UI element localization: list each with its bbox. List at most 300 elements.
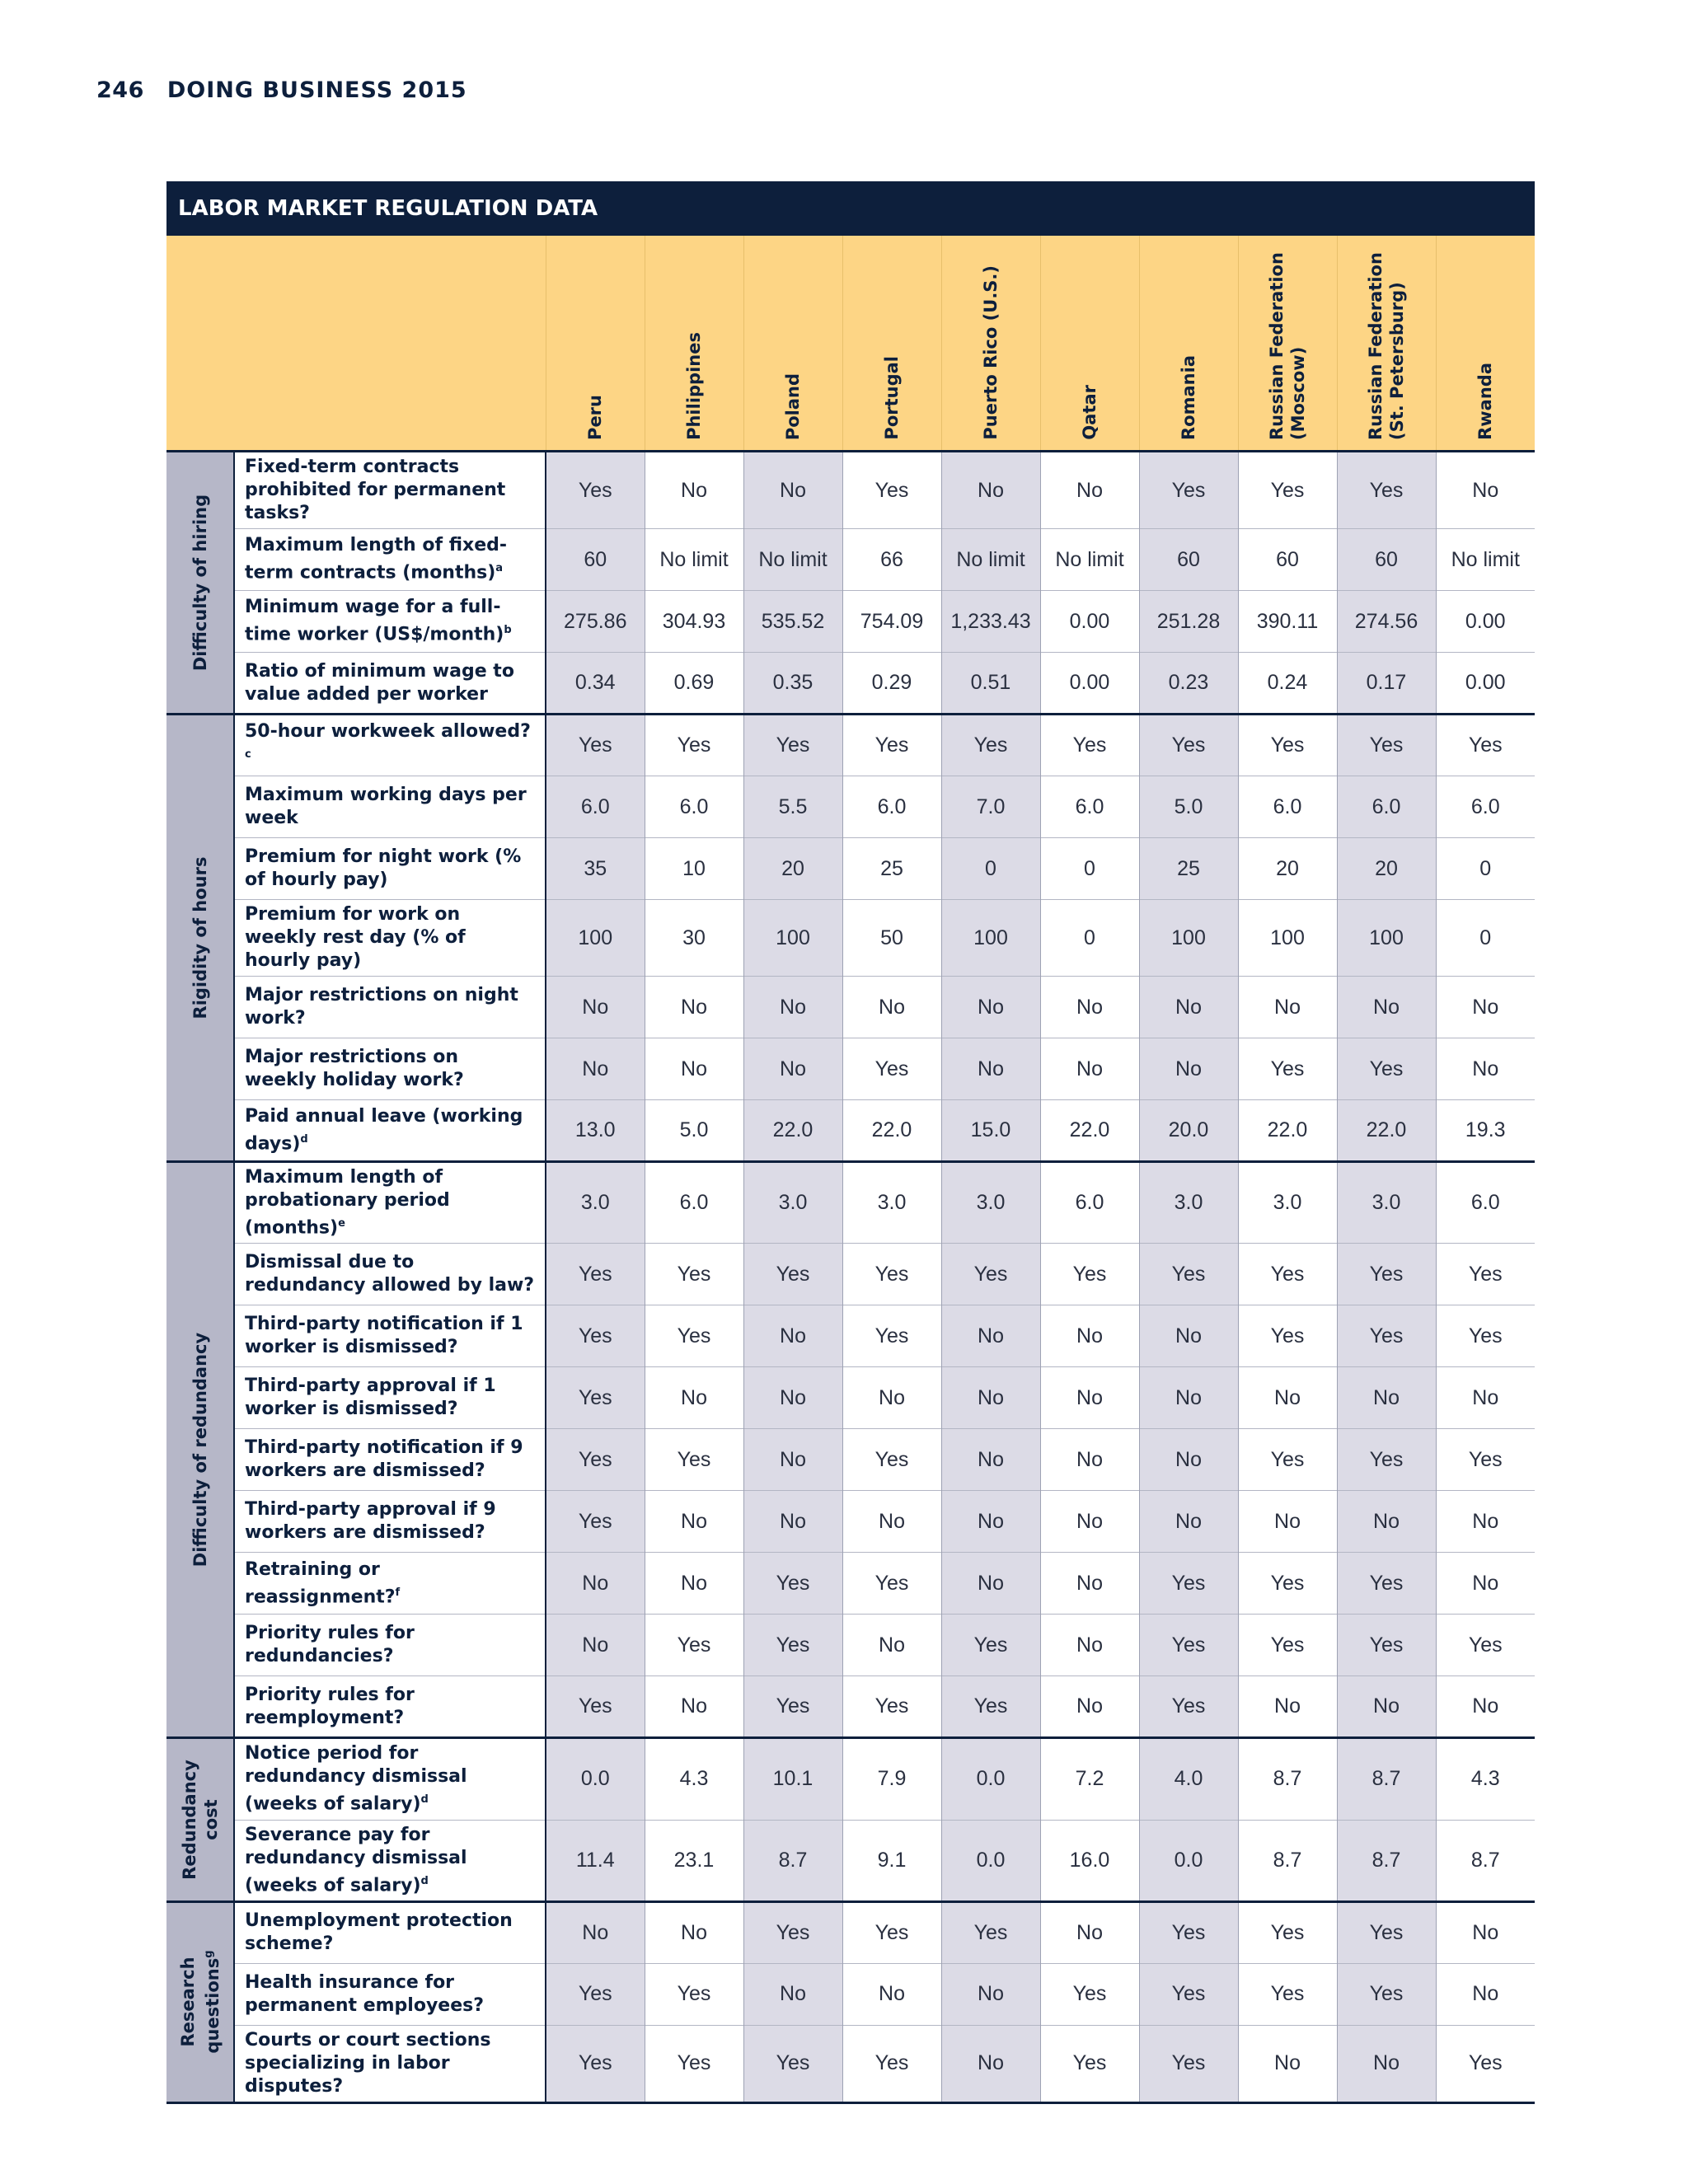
table-row — [166, 1305, 1535, 1367]
value-cell: 25 — [1139, 838, 1238, 900]
country-name: Qatar — [1080, 385, 1100, 440]
value-cell: 0.00 — [1040, 653, 1139, 715]
value-cell: Yes — [1139, 1963, 1238, 2025]
row-label-text: Maximum length of probationary period (months) — [245, 1167, 450, 1239]
value-cell: 754.09 — [842, 591, 941, 653]
row-label — [234, 1038, 546, 1100]
country-name: Portugal — [882, 356, 902, 440]
row-label — [234, 1367, 546, 1429]
value-cell: No — [842, 1491, 941, 1553]
value-cell: Yes — [1238, 452, 1337, 529]
value-cell: 0 — [1040, 900, 1139, 977]
country-name: Russian Federation (Moscow) — [1267, 252, 1308, 440]
value-cell: Yes — [743, 1901, 842, 1963]
value-cell: 100 — [1139, 900, 1238, 977]
table-row — [166, 529, 1535, 591]
value-cell: 6.0 — [546, 776, 645, 838]
country-name: Puerto Rico (U.S.) — [981, 265, 1001, 440]
value-cell: 535.52 — [743, 591, 842, 653]
value-cell: 6.0 — [1436, 1162, 1535, 1244]
value-cell: Yes — [546, 452, 645, 529]
value-cell: No — [743, 452, 842, 529]
value-cell: No limit — [1040, 529, 1139, 591]
value-cell: Yes — [842, 1305, 941, 1367]
value-cell: 3.0 — [842, 1162, 941, 1244]
value-cell: No — [1139, 1305, 1238, 1367]
row-label-text: Third-party notification if 9 workers are dismissed? — [245, 1437, 523, 1482]
table-row — [166, 452, 1535, 529]
value-cell: Yes — [546, 1676, 645, 1738]
value-cell: No limit — [1436, 529, 1535, 591]
value-cell: 35 — [546, 838, 645, 900]
value-cell: 60 — [1337, 529, 1436, 591]
value-cell: No — [1436, 1367, 1535, 1429]
table-row — [166, 1963, 1535, 2025]
value-cell: No — [941, 1429, 1040, 1491]
value-cell: Yes — [1337, 715, 1436, 776]
value-cell: Yes — [1238, 1901, 1337, 1963]
section-group-cell — [166, 1901, 234, 2102]
value-cell: No — [1040, 1367, 1139, 1429]
value-cell: No — [1040, 1901, 1139, 1963]
section-name: Research questions$^g$ — [177, 1950, 223, 2055]
section-name: Redundancy cost — [179, 1760, 221, 1880]
value-cell: Yes — [1238, 1615, 1337, 1676]
table-row — [166, 1738, 1535, 1820]
value-cell: No — [1436, 1553, 1535, 1615]
footnote-marker: b — [504, 624, 512, 637]
value-cell: 20 — [1238, 838, 1337, 900]
value-cell: Yes — [1040, 2025, 1139, 2102]
value-cell: No — [1139, 1429, 1238, 1491]
row-label — [234, 1100, 546, 1162]
value-cell: No — [842, 1963, 941, 2025]
value-cell: 100 — [1337, 900, 1436, 977]
value-cell: 0 — [1436, 900, 1535, 977]
value-cell: 100 — [743, 900, 842, 977]
table-row — [166, 1038, 1535, 1100]
country-name: Peru — [585, 395, 605, 440]
value-cell: Yes — [842, 715, 941, 776]
country-name: Philippines — [684, 332, 704, 440]
value-cell: Yes — [546, 715, 645, 776]
value-cell: Yes — [546, 2025, 645, 2102]
value-cell: 22.0 — [842, 1100, 941, 1162]
footnote-marker: a — [495, 562, 504, 575]
labor-market-table-container — [166, 181, 1535, 2104]
table-row — [166, 776, 1535, 838]
value-cell: No — [1139, 1038, 1238, 1100]
value-cell: 274.56 — [1337, 591, 1436, 653]
table-row — [166, 1491, 1535, 1553]
value-cell: 8.7 — [1337, 1738, 1436, 1820]
value-cell: Yes — [743, 1676, 842, 1738]
value-cell: 7.9 — [842, 1738, 941, 1820]
value-cell: 22.0 — [1040, 1100, 1139, 1162]
value-cell: No — [941, 1367, 1040, 1429]
value-cell: Yes — [941, 715, 1040, 776]
value-cell: Yes — [1040, 1244, 1139, 1305]
value-cell: 6.0 — [1436, 776, 1535, 838]
value-cell: No — [941, 1305, 1040, 1367]
value-cell: No — [1436, 1676, 1535, 1738]
row-label-text: Third-party notification if 1 worker is dismissed? — [245, 1314, 523, 1358]
row-label — [234, 1820, 546, 1901]
value-cell: Yes — [1139, 2025, 1238, 2102]
value-cell: Yes — [941, 1615, 1040, 1676]
value-cell: No — [645, 1901, 743, 1963]
value-cell: 60 — [546, 529, 645, 591]
footnote-marker: c — [245, 748, 251, 761]
row-label-text: Minimum wage for a full-time worker (US$/month) — [245, 597, 504, 645]
value-cell: Yes — [1238, 1963, 1337, 2025]
publication-title: DOING BUSINESS 2015 — [166, 77, 467, 103]
row-label — [234, 529, 546, 591]
row-label-text: Notice period for redundancy dismissal (weeks of salary) — [245, 1743, 467, 1815]
value-cell: Yes — [1238, 1038, 1337, 1100]
table-row — [166, 1100, 1535, 1162]
row-label — [234, 2025, 546, 2102]
row-label — [234, 1305, 546, 1367]
country-header — [1238, 236, 1337, 452]
country-header — [1139, 236, 1238, 452]
value-cell: Yes — [842, 1038, 941, 1100]
value-cell: Yes — [1238, 715, 1337, 776]
value-cell: Yes — [645, 1963, 743, 2025]
value-cell: No — [743, 1963, 842, 2025]
value-cell: No — [1337, 2025, 1436, 2102]
value-cell: No limit — [743, 529, 842, 591]
country-header — [743, 236, 842, 452]
row-label-text: Fixed-term contracts prohibited for permanent tasks? — [245, 457, 506, 523]
value-cell: Yes — [1337, 1244, 1436, 1305]
value-cell: 3.0 — [1139, 1162, 1238, 1244]
value-cell: 6.0 — [1238, 776, 1337, 838]
value-cell: Yes — [1337, 452, 1436, 529]
row-label-text: Maximum working days per week — [245, 785, 527, 828]
value-cell: No — [645, 1491, 743, 1553]
value-cell: No — [941, 452, 1040, 529]
value-cell: Yes — [842, 1676, 941, 1738]
row-label — [234, 900, 546, 977]
value-cell: Yes — [842, 1429, 941, 1491]
row-label-text: Major restrictions on weekly holiday work? — [245, 1047, 464, 1090]
value-cell: No — [1139, 1367, 1238, 1429]
value-cell: No — [1436, 1491, 1535, 1553]
value-cell: Yes — [546, 1244, 645, 1305]
footnote-marker: f — [395, 1586, 401, 1599]
value-cell: No — [1139, 1491, 1238, 1553]
value-cell: No — [1436, 1901, 1535, 1963]
value-cell: 1,233.43 — [941, 591, 1040, 653]
section-name: Rigidity of hours — [190, 856, 210, 1019]
value-cell: No — [1337, 1676, 1436, 1738]
value-cell: Yes — [645, 715, 743, 776]
row-label — [234, 838, 546, 900]
value-cell: No — [1139, 977, 1238, 1038]
value-cell: Yes — [546, 1491, 645, 1553]
value-cell: 3.0 — [1238, 1162, 1337, 1244]
value-cell: No — [546, 977, 645, 1038]
country-name: Rwanda — [1475, 363, 1496, 440]
value-cell: No — [1040, 1553, 1139, 1615]
value-cell: 6.0 — [645, 776, 743, 838]
table-row — [166, 838, 1535, 900]
value-cell: 0.0 — [941, 1738, 1040, 1820]
value-cell: No — [546, 1615, 645, 1676]
row-label-text: Retraining or reassignment? — [245, 1558, 396, 1607]
value-cell: No — [1040, 1305, 1139, 1367]
value-cell: No — [1436, 1963, 1535, 2025]
value-cell: Yes — [842, 2025, 941, 2102]
value-cell: Yes — [1337, 1038, 1436, 1100]
value-cell: 100 — [1238, 900, 1337, 977]
row-label-text: Priority rules for redundancies? — [245, 1623, 415, 1667]
value-cell: 0.24 — [1238, 653, 1337, 715]
value-cell: No — [1040, 452, 1139, 529]
value-cell: No — [941, 1553, 1040, 1615]
row-label-text: Health insurance for permanent employees? — [245, 1971, 484, 2016]
value-cell: Yes — [842, 452, 941, 529]
row-label-text: Paid annual leave (working days) — [245, 1105, 523, 1155]
value-cell: Yes — [1238, 1305, 1337, 1367]
section-name: Difficulty of hiring — [190, 494, 210, 672]
value-cell: 13.0 — [546, 1100, 645, 1162]
value-cell: No limit — [645, 529, 743, 591]
section-group-cell — [166, 452, 234, 715]
value-cell: No — [1337, 1367, 1436, 1429]
section-name: Difficulty of redundancy — [190, 1332, 210, 1568]
table-body — [166, 452, 1535, 2103]
value-cell: 6.0 — [842, 776, 941, 838]
value-cell: Yes — [1337, 1429, 1436, 1491]
footnote-marker: d — [420, 1793, 429, 1807]
value-cell: 0 — [1040, 838, 1139, 900]
table-row — [166, 653, 1535, 715]
value-cell: 6.0 — [1337, 776, 1436, 838]
table-row — [166, 2025, 1535, 2102]
value-cell: Yes — [743, 2025, 842, 2102]
value-cell: 6.0 — [645, 1162, 743, 1244]
header-blank-cell — [166, 236, 234, 452]
table-header-row — [166, 236, 1535, 452]
value-cell: No — [842, 977, 941, 1038]
value-cell: No — [743, 1305, 842, 1367]
row-label — [234, 1491, 546, 1553]
row-label — [234, 1244, 546, 1305]
table-title: LABOR MARKET REGULATION DATA — [166, 181, 1535, 236]
value-cell: Yes — [1139, 1901, 1238, 1963]
value-cell: Yes — [1040, 1963, 1139, 2025]
country-name: Poland — [783, 373, 803, 440]
table-row — [166, 1162, 1535, 1244]
value-cell: 16.0 — [1040, 1820, 1139, 1901]
value-cell: 5.5 — [743, 776, 842, 838]
value-cell: No — [1040, 977, 1139, 1038]
value-cell: No — [1337, 1491, 1436, 1553]
value-cell: Yes — [1436, 1429, 1535, 1491]
value-cell: No — [546, 1901, 645, 1963]
value-cell: 20 — [1337, 838, 1436, 900]
value-cell: No — [645, 452, 743, 529]
value-cell: No — [1238, 1491, 1337, 1553]
section-group-cell — [166, 1162, 234, 1738]
value-cell: Yes — [842, 1244, 941, 1305]
value-cell: No — [546, 1553, 645, 1615]
value-cell: Yes — [1337, 1553, 1436, 1615]
value-cell: Yes — [1436, 1615, 1535, 1676]
value-cell: Yes — [1436, 2025, 1535, 2102]
value-cell: 0.29 — [842, 653, 941, 715]
country-header — [842, 236, 941, 452]
value-cell: Yes — [941, 1244, 1040, 1305]
value-cell: Yes — [645, 2025, 743, 2102]
value-cell: No — [941, 2025, 1040, 2102]
value-cell: 15.0 — [941, 1100, 1040, 1162]
value-cell: Yes — [1139, 452, 1238, 529]
value-cell: 20 — [743, 838, 842, 900]
value-cell: 8.7 — [1238, 1820, 1337, 1901]
value-cell: 4.3 — [1436, 1738, 1535, 1820]
value-cell: No — [1040, 1491, 1139, 1553]
row-label — [234, 977, 546, 1038]
row-label-text: Severance pay for redundancy dismissal (weeks of salary) — [245, 1824, 467, 1896]
value-cell: 0.35 — [743, 653, 842, 715]
value-cell: Yes — [546, 1367, 645, 1429]
table-row — [166, 1676, 1535, 1738]
row-label-text: Unemployment protection scheme? — [245, 1910, 513, 1955]
value-cell: 50 — [842, 900, 941, 977]
value-cell: Yes — [645, 1615, 743, 1676]
value-cell: Yes — [645, 1429, 743, 1491]
value-cell: 20.0 — [1139, 1100, 1238, 1162]
value-cell: 7.2 — [1040, 1738, 1139, 1820]
value-cell: 8.7 — [1238, 1738, 1337, 1820]
value-cell: Yes — [743, 715, 842, 776]
value-cell: 60 — [1238, 529, 1337, 591]
table-row — [166, 1820, 1535, 1901]
value-cell: No — [941, 1038, 1040, 1100]
value-cell: No — [1040, 1429, 1139, 1491]
value-cell: No — [1040, 1615, 1139, 1676]
value-cell: No — [1337, 977, 1436, 1038]
row-label — [234, 776, 546, 838]
value-cell: Yes — [1337, 1901, 1436, 1963]
table-row — [166, 1244, 1535, 1305]
row-label-text: Major restrictions on night work? — [245, 985, 518, 1029]
value-cell: Yes — [1238, 1244, 1337, 1305]
value-cell: 4.0 — [1139, 1738, 1238, 1820]
value-cell: Yes — [1436, 1305, 1535, 1367]
table-row — [166, 1553, 1535, 1615]
value-cell: 5.0 — [1139, 776, 1238, 838]
value-cell: 304.93 — [645, 591, 743, 653]
value-cell: Yes — [1040, 715, 1139, 776]
value-cell: Yes — [546, 1963, 645, 2025]
table-row — [166, 900, 1535, 977]
value-cell: No limit — [941, 529, 1040, 591]
value-cell: 390.11 — [1238, 591, 1337, 653]
value-cell: 9.1 — [842, 1820, 941, 1901]
value-cell: No — [1436, 452, 1535, 529]
value-cell: 22.0 — [1238, 1100, 1337, 1162]
value-cell: 7.0 — [941, 776, 1040, 838]
table-row — [166, 715, 1535, 776]
country-header — [941, 236, 1040, 452]
value-cell: 275.86 — [546, 591, 645, 653]
row-label — [234, 1615, 546, 1676]
table-row — [166, 1901, 1535, 1963]
table-row — [166, 1615, 1535, 1676]
value-cell: 11.4 — [546, 1820, 645, 1901]
footnote-marker: d — [300, 1132, 308, 1146]
value-cell: 0 — [1436, 838, 1535, 900]
value-cell: 0.23 — [1139, 653, 1238, 715]
value-cell: No — [1238, 1367, 1337, 1429]
value-cell: Yes — [743, 1615, 842, 1676]
header-blank-cell — [234, 236, 546, 452]
value-cell: Yes — [1139, 1615, 1238, 1676]
value-cell: 6.0 — [1040, 776, 1139, 838]
value-cell: Yes — [1337, 1615, 1436, 1676]
value-cell: 4.3 — [645, 1738, 743, 1820]
value-cell: 0 — [941, 838, 1040, 900]
country-header — [546, 236, 645, 452]
value-cell: 0.0 — [1139, 1820, 1238, 1901]
country-header — [1337, 236, 1436, 452]
value-cell: No — [645, 1367, 743, 1429]
value-cell: Yes — [1139, 1676, 1238, 1738]
value-cell: 0.51 — [941, 653, 1040, 715]
row-label — [234, 1553, 546, 1615]
value-cell: 0.17 — [1337, 653, 1436, 715]
value-cell: Yes — [941, 1901, 1040, 1963]
page-number: 246 — [96, 77, 144, 103]
row-label-text: Premium for work on weekly rest day (% of hourly pay) — [245, 904, 466, 971]
row-label — [234, 452, 546, 529]
value-cell: 22.0 — [743, 1100, 842, 1162]
value-cell: 6.0 — [1040, 1162, 1139, 1244]
value-cell: 25 — [842, 838, 941, 900]
value-cell: No — [743, 1491, 842, 1553]
value-cell: No — [941, 1491, 1040, 1553]
value-cell: Yes — [1436, 1244, 1535, 1305]
page-header — [96, 76, 467, 104]
value-cell: Yes — [1337, 1305, 1436, 1367]
value-cell: Yes — [1337, 1963, 1436, 2025]
value-cell: Yes — [1139, 1553, 1238, 1615]
value-cell: No — [743, 1367, 842, 1429]
value-cell: No — [842, 1367, 941, 1429]
value-cell: 3.0 — [743, 1162, 842, 1244]
value-cell: 30 — [645, 900, 743, 977]
value-cell: No — [1436, 1038, 1535, 1100]
value-cell: Yes — [842, 1553, 941, 1615]
value-cell: Yes — [842, 1901, 941, 1963]
value-cell: Yes — [1238, 1553, 1337, 1615]
value-cell: Yes — [1139, 1244, 1238, 1305]
value-cell: No — [645, 1553, 743, 1615]
value-cell: No — [743, 977, 842, 1038]
value-cell: 66 — [842, 529, 941, 591]
value-cell: No — [941, 977, 1040, 1038]
row-label-text: Third-party approval if 9 workers are dismissed? — [245, 1499, 496, 1544]
section-group-cell — [166, 715, 234, 1162]
row-label — [234, 1429, 546, 1491]
value-cell: No — [941, 1963, 1040, 2025]
value-cell: No — [743, 1429, 842, 1491]
value-cell: 8.7 — [1337, 1820, 1436, 1901]
